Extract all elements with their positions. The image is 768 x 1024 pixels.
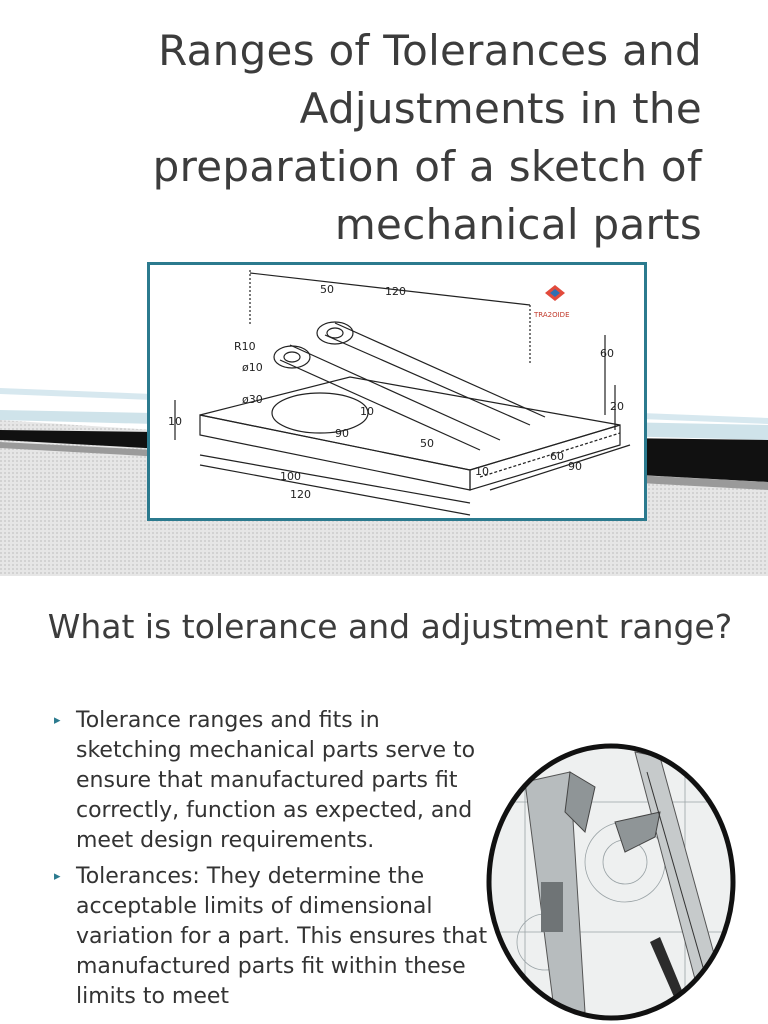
logo-text: TRA2OIDE <box>534 311 570 319</box>
technical-drawing-frame <box>147 262 647 521</box>
dim-label: R10 <box>234 340 256 353</box>
dim-label: 90 <box>568 460 582 473</box>
bullet-arrow-icon: ▸ <box>54 713 61 728</box>
slide-subtitle: What is tolerance and adjustment range? <box>47 607 733 646</box>
bullet-text: Tolerances: They determine the acceptable limits of dimensional variation for a part. This ensures that manufactured parts fit within these limits to meet <box>76 864 488 1009</box>
slide-2 <box>0 576 768 1024</box>
bullet-arrow-icon: ▸ <box>54 869 61 884</box>
dim-label: 50 <box>420 437 434 450</box>
isometric-part-drawing <box>150 265 644 518</box>
dim-label: 120 <box>290 488 311 501</box>
dim-label: ø10 <box>242 361 263 374</box>
slide-title: Ranges of Tolerances and Adjustments in the preparation of a sketch of mechanical parts <box>152 26 702 249</box>
dim-label: 90 <box>335 427 349 440</box>
dim-label: 100 <box>280 470 301 483</box>
dim-label: 10 <box>360 405 374 418</box>
dim-label: 120 <box>385 285 406 298</box>
dim-label: ø30 <box>242 393 263 406</box>
bullet-text: Tolerance ranges and fits in sketching mechanical parts serve to ensure that manufactured parts fit correctly, function as expected, and meet design requirements. <box>76 708 476 853</box>
dim-label: 50 <box>320 283 334 296</box>
dim-label: 60 <box>550 450 564 463</box>
dim-label: 20 <box>610 400 624 413</box>
dim-label: 60 <box>600 347 614 360</box>
caliper-drawing-photo <box>485 742 737 1022</box>
bullet-item <box>50 862 490 1012</box>
dim-label: 10 <box>168 415 182 428</box>
bullet-list <box>50 706 490 1018</box>
logo-icon <box>545 285 565 301</box>
bullet-item <box>50 706 490 856</box>
dim-label: 10 <box>475 465 489 478</box>
